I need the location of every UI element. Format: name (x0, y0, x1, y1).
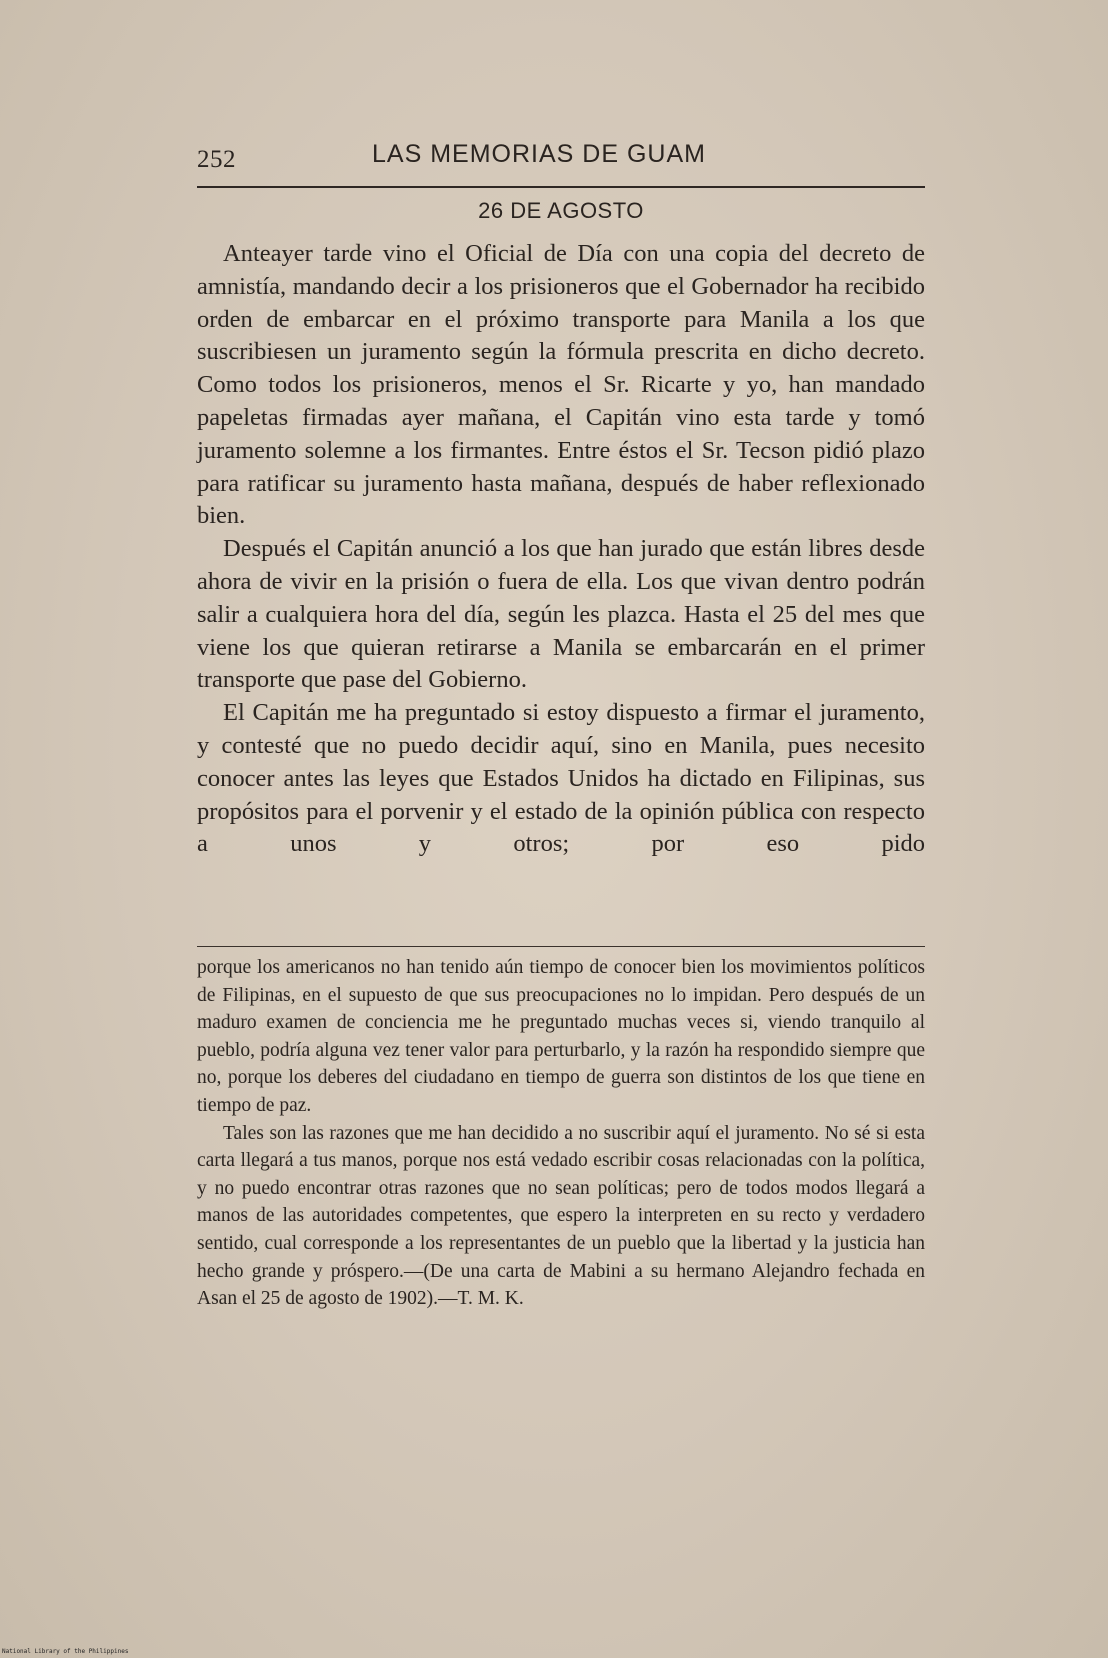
body-paragraph: Después el Capitán anunció a los que han jurado que están libres desde ahora de vivir en la prisión o fuera de ella. Los que vivan dentro podrán salir a cualquiera hora del día, según les plazca. Hasta el 25 del mes que viene los que quieran retirarse a Manila se embarcarán en el primer transporte que pase del Gobierno. (197, 535, 925, 694)
page-number: 252 (197, 146, 236, 173)
running-title: LAS MEMORIAS DE GUAM (372, 140, 706, 168)
footnote-paragraph: Tales son las razones que me han decidido a no suscribir aquí el juramento. No sé si esta carta llegará a tus manos, porque nos está vedado escribir cosas relacionadas con la política, y no puedo encontrar otras razones que no sean políticas; pero de todos modos llegará a manos de las autoridades competentes, que espero la interpreten en su recto y verdadero sentido, cual corresponde a los representantes de un pueblo que la libertad y la justicia han hecho grande y próspero.—(De una carta de Mabini a su hermano Alejandro fechada en Asan el 25 de agosto de 1902).—T. M. K. (197, 1122, 925, 1310)
entry-body (197, 238, 925, 861)
library-credit: National Library of the Philippines (2, 1648, 129, 1655)
footnote-paragraph: porque los americanos no han tenido aún tiempo de conocer bien los movimientos políticos de Filipinas, en el supuesto de que sus preocupaciones no lo impidan. Pero después de un maduro examen de conciencia me he preguntado muchas veces si, viendo tranquilo al pueblo, podría alguna vez tener valor para perturbarlo, y la razón ha respondido siempre que no, porque los deberes del ciudadano en tiempo de guerra son distintos de los que tiene en tiempo de paz. (197, 957, 925, 1116)
footnote (197, 954, 925, 1313)
footnote-rule (197, 946, 925, 947)
header-rule (197, 186, 925, 188)
body-paragraph: El Capitán me ha preguntado si estoy dispuesto a firmar el juramento, y contesté que no puedo decidir aquí, sino en Manila, pues necesito conocer antes las leyes que Estados Unidos ha dictado en Filipinas, sus propósitos para el porvenir y el estado de la opinión pública con respecto a unos y otros; por eso pido (197, 699, 925, 858)
page-header (197, 136, 925, 176)
entry-date-heading: 26 DE AGOSTO (478, 198, 644, 223)
body-paragraph: Anteayer tarde vino el Oficial de Día con una copia del decreto de amnistía, mandando decir a los prisioneros que el Gobernador ha recibido orden de embarcar en el próximo transporte para Manila a los que suscribiesen un juramento según la fórmula prescrita en dicho decreto. Como todos los prisioneros, menos el Sr. Ricarte y yo, han mandado papeletas firmadas ayer mañana, el Capitán vino esta tarde y tomó juramento solemne a los firmantes. Entre éstos el Sr. Tecson pidió plazo para ratificar su juramento hasta mañana, después de haber reflexionado bien. (197, 240, 925, 530)
